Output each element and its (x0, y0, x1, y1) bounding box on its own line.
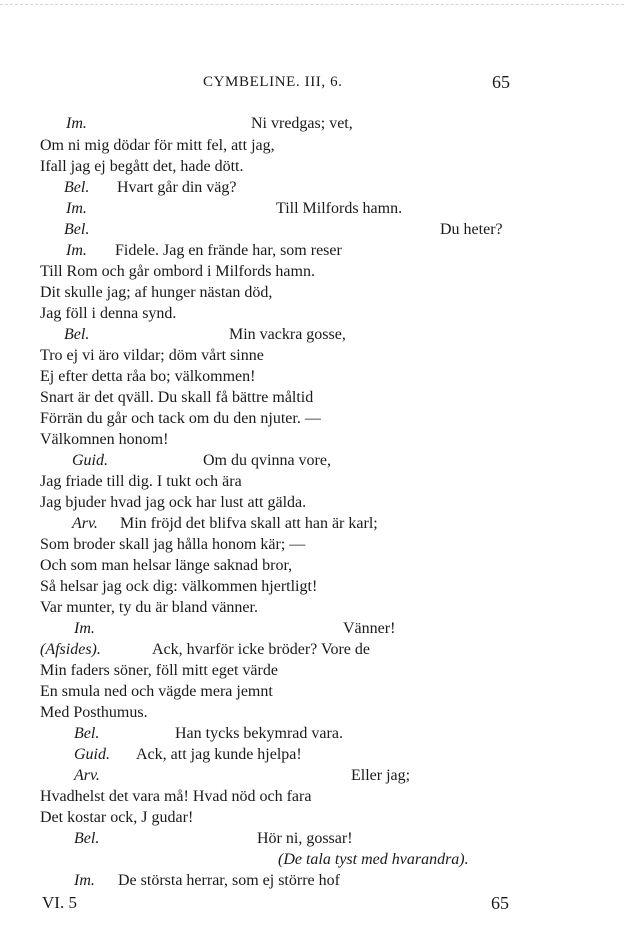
verse-line: Och som man helsar länge saknad bror, (40, 557, 293, 574)
verse-line: Ni vredgas; vet, (251, 115, 353, 132)
speaker-arviragus: Arv. (74, 767, 100, 784)
verse-line: Till Rom och går ombord i Milfords hamn. (40, 263, 315, 280)
footer-page-number: 65 (491, 893, 509, 913)
verse-line: En smula ned och vägde mera jemnt (40, 683, 273, 700)
speaker-imogen: Im. (74, 872, 95, 889)
verse-line: Det kostar ock, J gudar! (40, 809, 194, 826)
verse-line: Om ni mig dödar för mitt fel, att jag, (40, 137, 275, 154)
verse-line: Hvadhelst det vara må! Hvad nöd och fara (40, 788, 312, 805)
verse-line: Om du qvinna vore, (203, 452, 331, 469)
speaker-guiderius: Guid. (72, 452, 108, 469)
speaker-belarius: Bel. (64, 179, 90, 196)
speaker-guiderius: Guid. (74, 746, 110, 763)
verse-line: Hvart går din väg? (117, 179, 237, 196)
speaker-imogen: Im. (74, 620, 95, 637)
verse-line: Ack, hvarför icke bröder? Vore de (152, 641, 370, 658)
printer-signature: VI. 5 (42, 893, 77, 912)
verse-line: Min vackra gosse, (229, 326, 346, 343)
verse-line: Tro ej vi äro vildar; döm vårt sinne (40, 347, 264, 364)
speaker-belarius: Bel. (64, 326, 90, 343)
verse-line: Han tycks bekymrad vara. (175, 725, 343, 742)
verse-line: Välkomnen honom! (40, 431, 169, 448)
verse-line: Förrän du går och tack om du den njuter. — (40, 410, 321, 427)
speaker-belarius: Bel. (74, 830, 100, 847)
verse-line: Snart är det qväll. Du skall få bättre måltid (40, 389, 314, 406)
verse-line: Ifall jag ej begått det, hade dött. (40, 158, 244, 175)
verse-line: De största herrar, som ej större hof (118, 872, 340, 889)
verse-line: Min faders söner, föll mitt eget värde (40, 662, 278, 679)
running-header-page-number: 65 (492, 72, 510, 92)
verse-line: Till Milfords hamn. (276, 200, 403, 217)
scan-edge-line (0, 4, 624, 5)
speaker-imogen: Im. (66, 242, 87, 259)
verse-line: Jag bjuder hvad jag ock har lust att gälda. (40, 494, 307, 511)
speaker-imogen: Im. (66, 115, 87, 132)
verse-line: Du heter? (440, 221, 503, 238)
verse-line: Hör ni, gossar! (257, 830, 353, 847)
verse-line: Som broder skall jag hålla honom kär; — (40, 536, 306, 553)
speaker-belarius: Bel. (64, 221, 90, 238)
speaker-imogen: Im. (66, 200, 87, 217)
running-header-title: CYMBELINE. III, 6. (203, 74, 343, 90)
verse-line: Min fröjd det blifva skall att han är karl; (120, 515, 378, 532)
speaker-arviragus: Arv. (72, 515, 98, 532)
verse-line: Eller jag; (351, 767, 411, 784)
stage-direction: (De tala tyst med hvarandra). (278, 851, 469, 868)
verse-line: Dit skulle jag; af hunger nästan död, (40, 284, 273, 301)
verse-line: Fidele. Jag en frände har, som reser (115, 242, 342, 259)
stage-direction-aside: (Afsides). (40, 641, 101, 658)
verse-line: Var munter, ty du är bland vänner. (40, 599, 258, 616)
verse-line: Jag friade till dig. I tukt och ära (40, 473, 242, 490)
verse-line: Jag föll i denna synd. (40, 305, 177, 322)
speaker-belarius: Bel. (74, 725, 100, 742)
verse-line: Vänner! (343, 620, 396, 637)
verse-line: Ej efter detta råa bo; välkommen! (40, 368, 256, 385)
verse-line: Ack, att jag kunde hjelpa! (136, 746, 302, 763)
verse-line: Med Posthumus. (40, 704, 148, 721)
verse-line: Så helsar jag ock dig: välkommen hjertligt! (40, 578, 318, 595)
